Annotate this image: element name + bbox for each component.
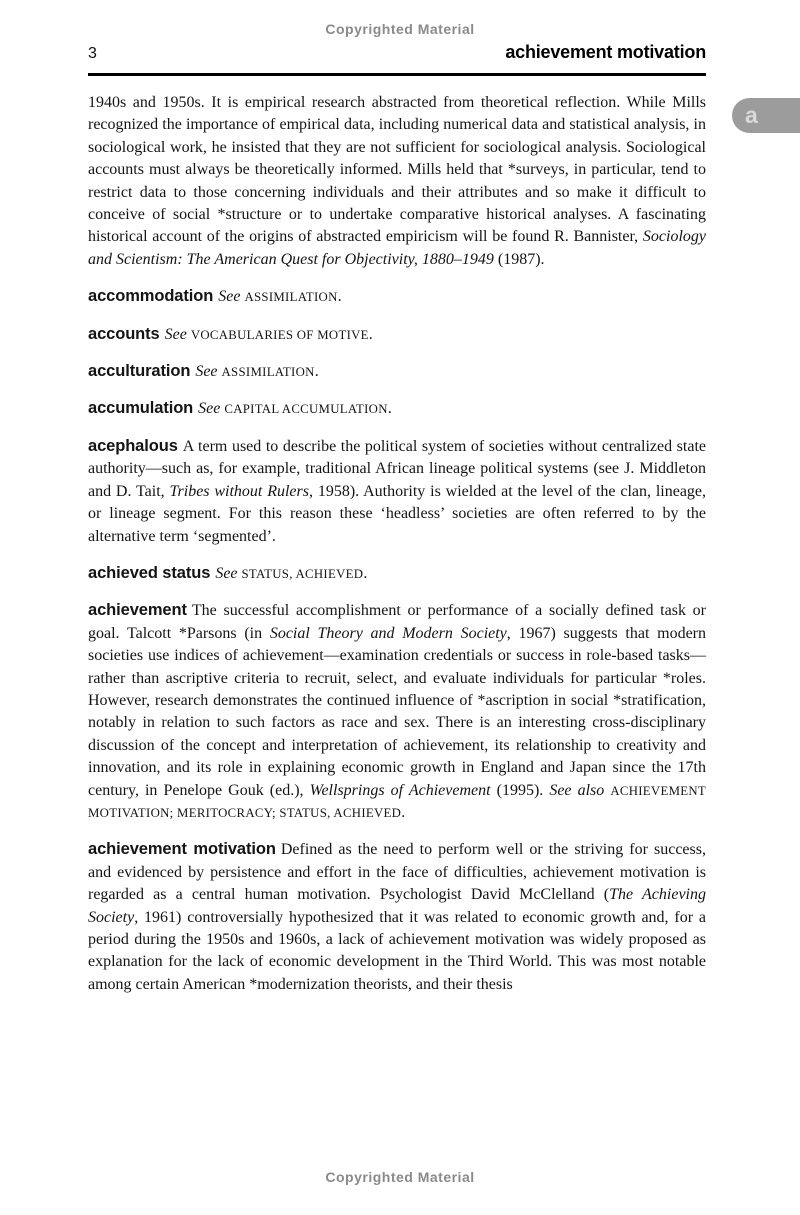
headword: accounts — [88, 324, 160, 343]
text-run: Social Theory and Modern Society — [269, 624, 507, 642]
text-run: (1995). — [490, 781, 550, 799]
text-run: VOCABULARIES OF MOTIVE — [190, 327, 369, 342]
text-run: , 1961) controversially hypothesized that it was related to economic growth and, for a period during the 1950s and 1960s, a lack of achievement motivation was widely proposed as explanation for the lack of economic development in the Third World. This was most notable among certain American *modernization theorists, and their thesis — [88, 908, 706, 993]
dictionary-content — [88, 92, 706, 1010]
text-run: CAPITAL ACCUMULATION — [224, 402, 388, 417]
text-run: Defined as the need to perform well or the striving for success, and evidenced by persistence and effort in the face of difficulties, achievement motivation is regarded as a central human motivation. Psychologist David McClelland ( — [88, 841, 706, 904]
running-head: achievement motivation — [505, 42, 706, 62]
headword: acculturation — [88, 362, 191, 381]
entry-acephalous — [88, 435, 706, 548]
entry-accumulation — [88, 397, 706, 420]
text-run: The successful accomplishment or performance of a socially defined task or goal. Talcott *Parsons (in — [88, 602, 706, 642]
text-run: ASSIMILATION — [221, 365, 315, 380]
headword: accumulation — [88, 399, 194, 418]
text-run: . — [401, 803, 406, 821]
text-run: A term used to describe the political system of societies without centralized state authority—such as, for example, traditional African lineage political systems (see J. Middleton and D. Tait, — [88, 437, 706, 500]
text-run: See — [195, 363, 222, 381]
text-run: See also — [549, 781, 611, 799]
paragraph-abstracted-empiricism-continuation — [88, 92, 706, 271]
headword: acephalous — [88, 436, 178, 455]
text-run: See — [218, 288, 245, 306]
text-run: ASSIMILATION — [244, 290, 338, 305]
text-run: . — [314, 363, 319, 381]
text-run: . — [368, 325, 373, 343]
entry-achievement — [88, 599, 706, 824]
text-run: See — [198, 400, 225, 418]
text-run: Tribes without Rulers — [169, 482, 309, 500]
entry-achieved-status — [88, 562, 706, 585]
headword: achievement — [88, 601, 187, 620]
text-run: (1987). — [493, 250, 545, 268]
text-run: . — [337, 288, 342, 306]
headword: achievement motivation — [88, 840, 276, 859]
text-run: . — [363, 564, 368, 582]
text-run: , 1958). Authority is wielded at the level of the clan, lineage, or lineage segment. For this reason these ‘headless’ societies are often referred to by the alternative term ‘segmented’. — [88, 482, 707, 545]
thumb-tab-letter: a — [745, 102, 758, 128]
text-run: . — [387, 400, 392, 418]
entry-accommodation — [88, 285, 706, 308]
headword: accommodation — [88, 287, 214, 306]
copyright-notice-bottom: Copyrighted Material — [325, 1169, 475, 1185]
copyright-notice-top: Copyrighted Material — [325, 21, 475, 37]
text-run: Wellsprings of Achievement — [309, 781, 491, 799]
header-rule — [88, 73, 706, 76]
text-run: , 1967) suggests that modern societies use indices of achievement—examination credentials or success in role-based tasks—rather than ascriptive criteria to recruit, select, and evaluate individuals for particular *roles. However, research demonstrates the continued influence of *ascription in social *stratification, notably in relation to such factors as race and sex. There is an interesting cross-disciplinary discussion of the concept and interpretation of achievement, its relationship to creativity and innovation, and its role in explaining economic growth in England and Japan since the 17th century, in Penelope Gouk (ed.), — [88, 624, 706, 799]
headword: achieved status — [88, 563, 211, 582]
entry-acculturation — [88, 360, 706, 383]
text-run: The Achieving Society — [88, 886, 706, 926]
text-run: Sociology and Scientism: The American Quest for Objectivity, 1880–1949 — [88, 228, 706, 268]
page-number: 3 — [88, 45, 97, 62]
entry-achievement-motivation — [88, 838, 706, 996]
entry-accounts — [88, 323, 706, 346]
text-run: See — [164, 325, 191, 343]
text-run: 1940s and 1950s. It is empirical research abstracted from theoretical reflection. While Mills recognized the importance of empirical data, including numerical data and statistical analysis, in sociological work, he insisted that they are not sufficient for sociological analysis. Sociological accounts must always be theoretically informed. Mills held that *surveys, in particular, tend to restrict data to those concerning individuals and their attributes and so make it difficult to conceive of social *structure or to undertake comparative historical analyses. A fascinating historical account of the origins of abstracted empiricism will be found R. Bannister, — [88, 94, 706, 246]
text-run: STATUS, ACHIEVED — [241, 566, 364, 581]
page-header — [88, 42, 706, 63]
thumb-index-tab-a — [732, 98, 800, 133]
text-run: See — [215, 564, 242, 582]
text-run: ACHIEVEMENT MOTIVATION; MERITOCRACY; STATUS, ACHIEVED — [88, 783, 707, 820]
